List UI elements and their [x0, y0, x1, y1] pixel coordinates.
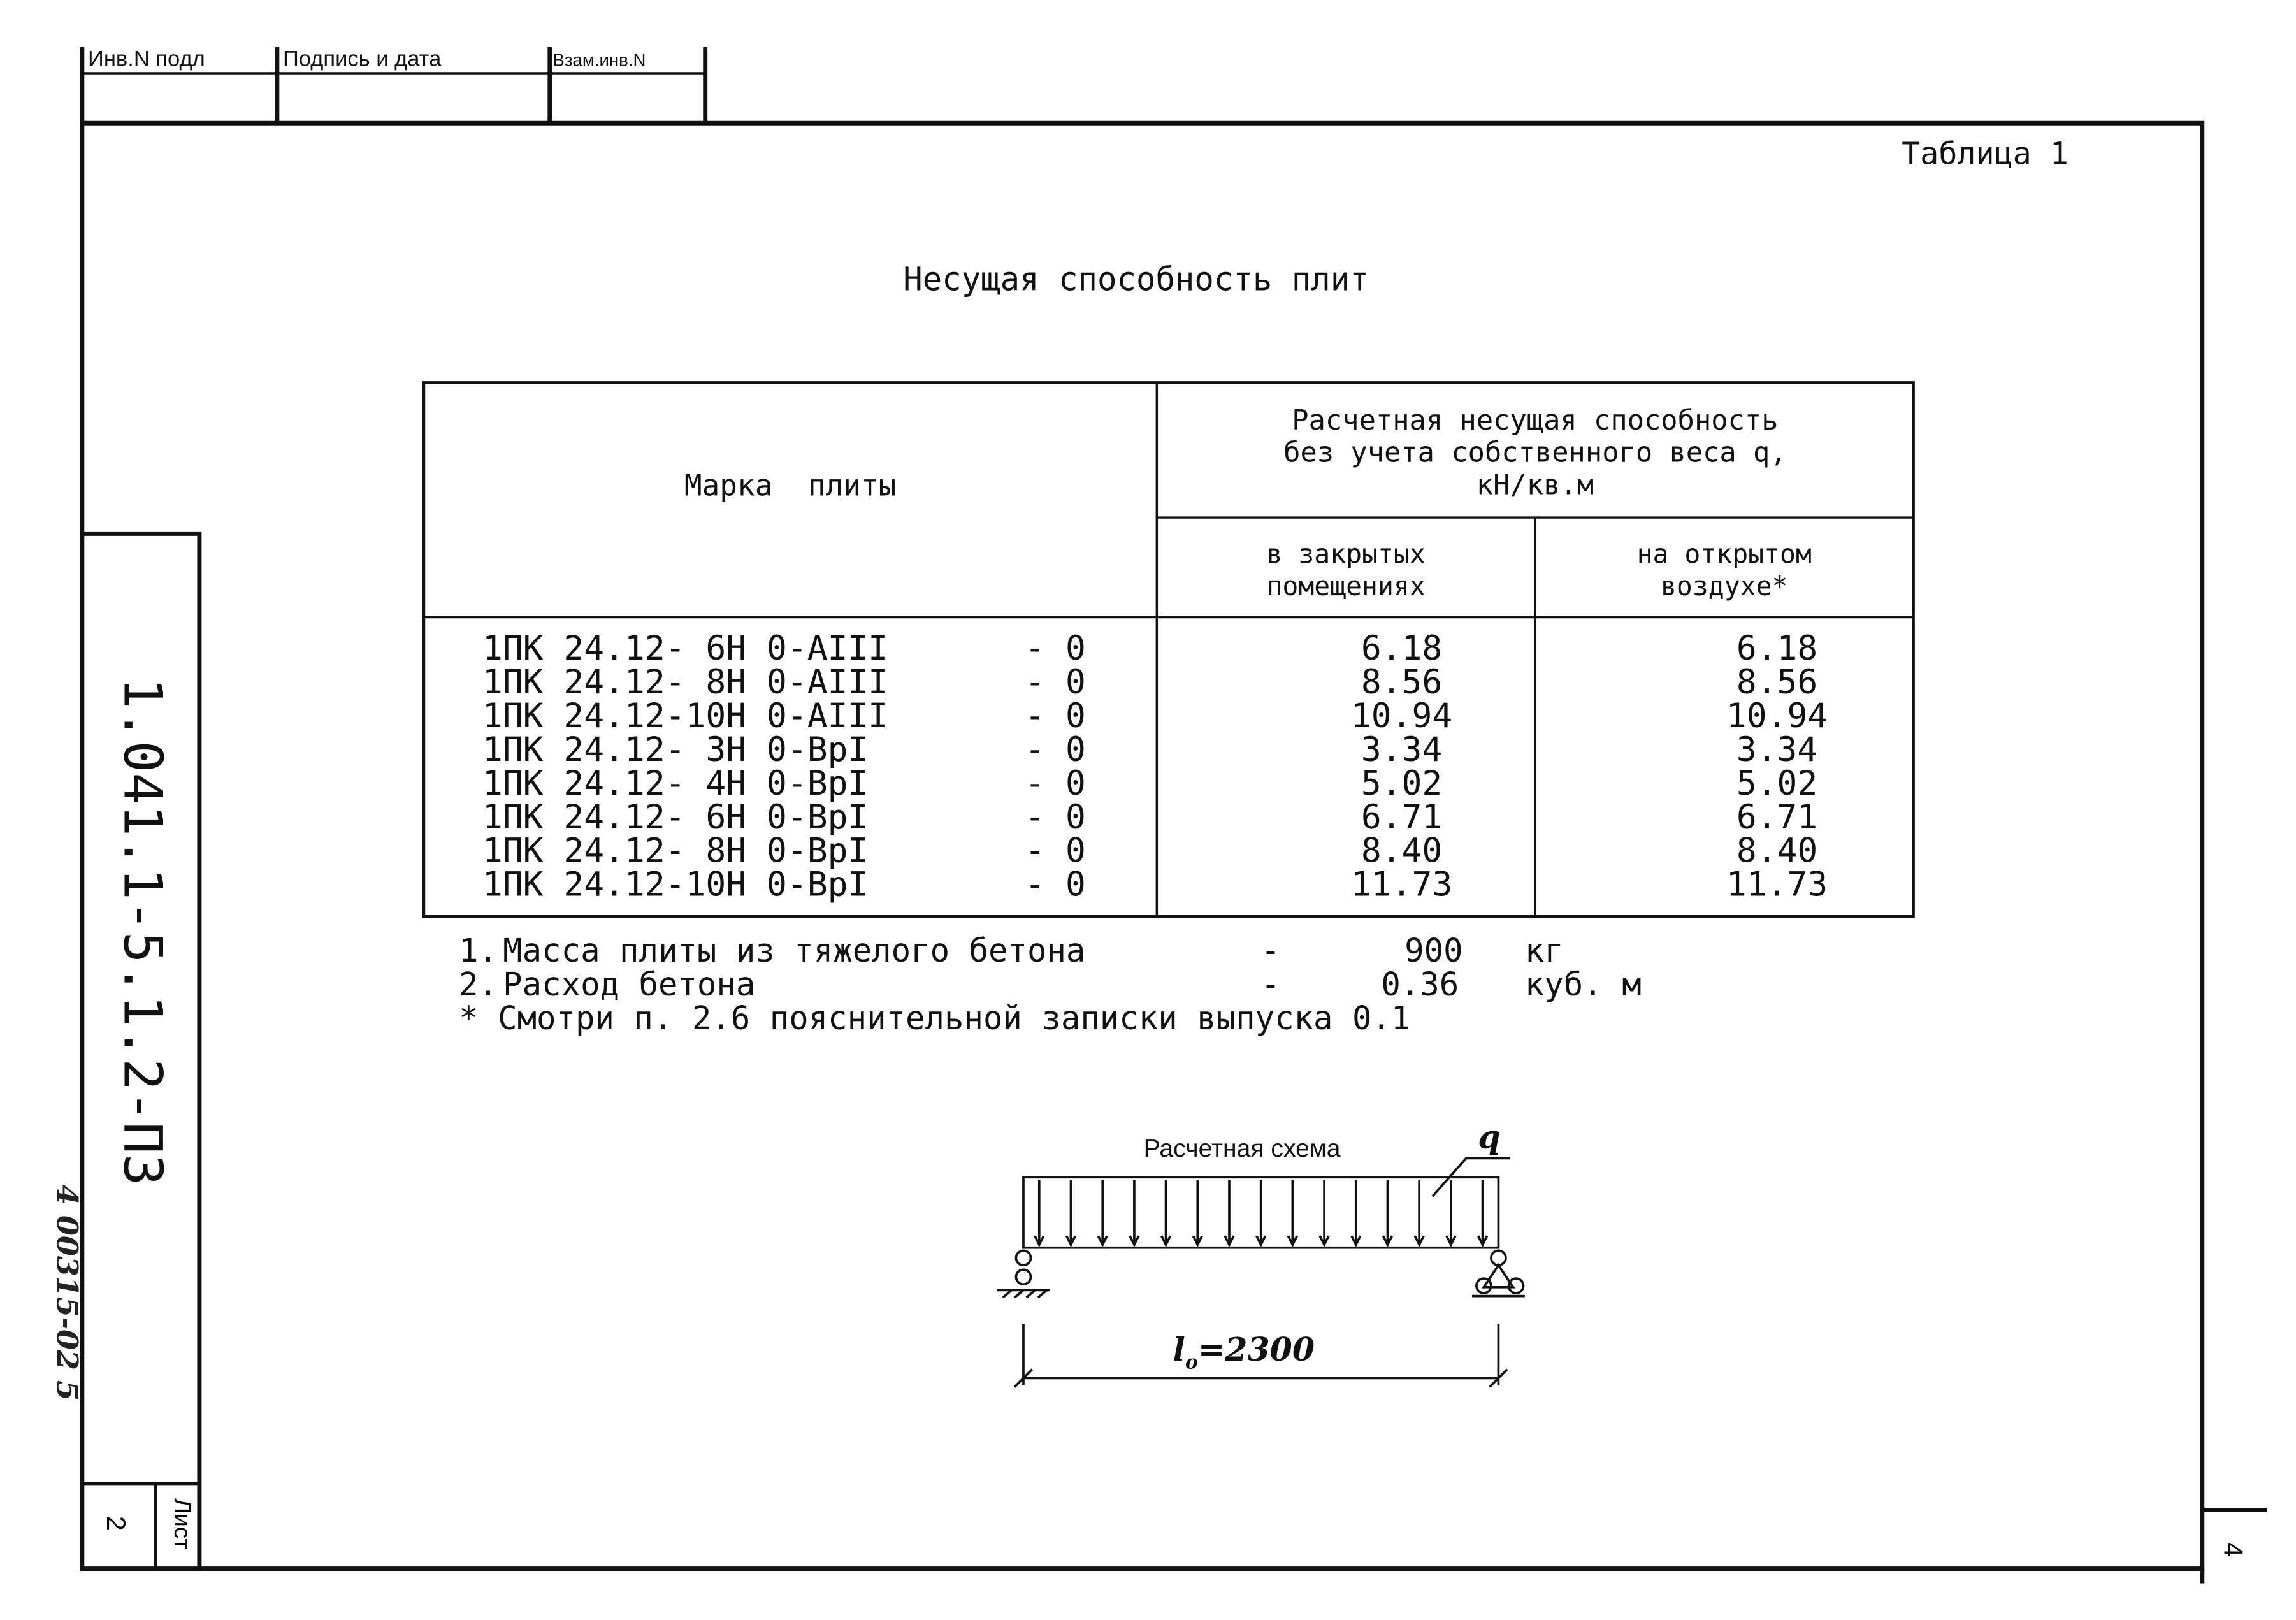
sheet-label: Лист — [168, 1498, 194, 1550]
table-cell-suffix: - 0 — [1025, 630, 1086, 669]
page-number: 4 — [2218, 1542, 2248, 1558]
note-dash: - — [1260, 967, 1281, 1004]
table-cell-closed: 8.56 — [1361, 664, 1443, 702]
table-cell-mark: 1ПК 24.12- 4Н 0-ВрI — [482, 765, 869, 804]
table-cell-closed: 3.34 — [1361, 731, 1443, 770]
table-cell-suffix: - 0 — [1025, 731, 1086, 770]
table-cell-open: 6.18 — [1736, 630, 1818, 669]
load-arrow — [1035, 1180, 1044, 1245]
note-text: Расход бетона — [503, 967, 756, 1004]
load-arrow — [1320, 1180, 1329, 1245]
table-cell-suffix: - 0 — [1025, 832, 1086, 871]
span-label: $l_o=2300$ — [1173, 1331, 1315, 1375]
load-arrow — [1447, 1180, 1455, 1245]
table-cell-suffix: - 0 — [1025, 799, 1086, 837]
table-cell-suffix: - 0 — [1025, 698, 1086, 736]
sheet-number: 2 — [101, 1515, 131, 1531]
column-marks — [482, 630, 889, 905]
table-cell-mark: 1ПК 24.12-10Н 0-ВрI — [482, 866, 869, 905]
table-cell-open: 5.02 — [1736, 765, 1818, 804]
column-suffix — [1025, 630, 1086, 905]
table-cell-open: 6.71 — [1736, 799, 1818, 837]
footnote: * Смотри п. 2.6 пояснительной записки выпуска 0.1 — [459, 1001, 1411, 1038]
handwritten-archive-code: 4 00315-02 5 — [50, 1184, 85, 1401]
load-arrow — [1288, 1180, 1297, 1245]
stamp-signature-date: Подпись и дата — [283, 47, 442, 72]
table-cell-mark: 1ПК 24.12- 6Н 0-АIII — [482, 630, 889, 669]
header-plate-mark: Марка плиты — [684, 467, 897, 503]
load-arrow — [1162, 1180, 1171, 1245]
table-cell-open: 3.34 — [1736, 731, 1818, 770]
table-cell-open: 8.40 — [1736, 832, 1818, 871]
load-arrow — [1415, 1180, 1424, 1245]
load-label-q: q — [1478, 1118, 1501, 1157]
table-cell-closed: 5.02 — [1361, 765, 1443, 804]
note-number: 1. — [459, 934, 498, 971]
note-number: 2. — [459, 967, 498, 1004]
table-cell-suffix: - 0 — [1025, 765, 1086, 804]
table-cell-open: 11.73 — [1726, 866, 1828, 905]
table-cell-mark: 1ПК 24.12- 8Н 0-АIII — [482, 664, 889, 702]
load-arrow — [1067, 1180, 1076, 1245]
load-arrow — [1257, 1180, 1266, 1245]
table-cell-closed: 6.18 — [1361, 630, 1443, 669]
header-bearing-capacity: Расчетная несущая способность без учета собственного веса q, кН/кв.м — [1283, 404, 1787, 502]
page-title: Несущая способность плит — [903, 262, 1369, 300]
table-cell-open: 10.94 — [1726, 698, 1828, 736]
note-value: 0.36 — [1381, 967, 1459, 1004]
stamp-inv-podl: Инв.N подл — [88, 47, 205, 72]
table-cell-mark: 1ПК 24.12- 3Н 0-ВрI — [482, 731, 869, 770]
note-unit: куб. м — [1524, 967, 1642, 1004]
header-open-air: на открытом воздухе* — [1636, 539, 1812, 603]
load-arrow — [1383, 1180, 1392, 1245]
table-cell-closed: 10.94 — [1350, 698, 1453, 736]
document-designation: 1.041.1-5.1.2-ПЗ — [111, 677, 172, 1186]
load-arrow — [1478, 1180, 1487, 1245]
scheme-caption: Расчетная схема — [1143, 1134, 1341, 1163]
table-cell-open: 8.56 — [1736, 664, 1818, 702]
table-cell-closed: 8.40 — [1361, 832, 1443, 871]
stamp-vzam-inv: Взам.инв.N — [552, 50, 646, 71]
table-cell-closed: 6.71 — [1361, 799, 1443, 837]
column-open-values — [1535, 630, 2019, 905]
header-closed-rooms: в закрытых помещениях — [1266, 539, 1426, 603]
note-dash: - — [1260, 934, 1281, 971]
table-cell-suffix: - 0 — [1025, 866, 1086, 905]
table-cell-mark: 1ПК 24.12- 8Н 0-ВрI — [482, 832, 869, 871]
table-cell-mark: 1ПК 24.12- 6Н 0-ВрI — [482, 799, 869, 837]
load-arrow — [1352, 1180, 1361, 1245]
table-cell-closed: 11.73 — [1350, 866, 1453, 905]
load-arrow — [1098, 1180, 1107, 1245]
table-number-label: Таблица 1 — [1902, 136, 2069, 172]
note-text: Масса плиты из тяжелого бетона — [503, 934, 1086, 971]
load-arrow — [1130, 1180, 1139, 1245]
load-arrow — [1225, 1180, 1234, 1245]
table-cell-mark: 1ПК 24.12-10Н 0-АIII — [482, 698, 889, 736]
note-unit: кг — [1524, 934, 1564, 971]
note-value: 900 — [1404, 934, 1463, 971]
load-arrow — [1193, 1180, 1202, 1245]
table-cell-suffix: - 0 — [1025, 664, 1086, 702]
